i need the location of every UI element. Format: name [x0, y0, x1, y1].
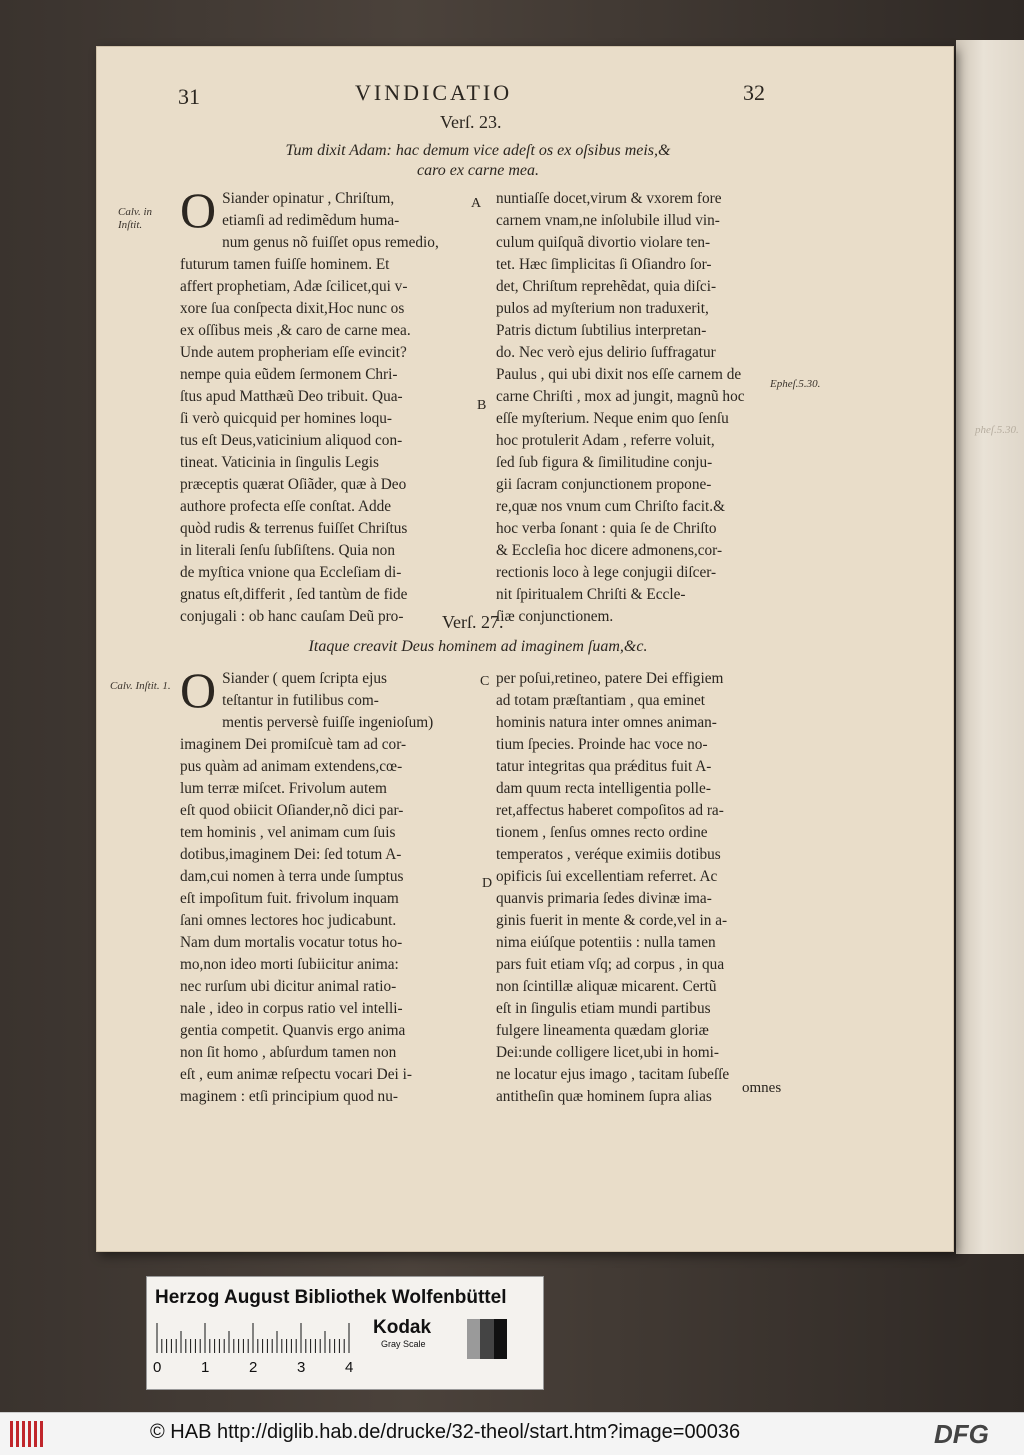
verse-heading-23: Verſ. 23.	[440, 112, 502, 132]
text-line: nuntiaſſe docet,virum & vxorem fore	[496, 190, 722, 207]
text-line: teſtantur in futilibus com-	[222, 692, 379, 709]
text-line: eſt impoſitum fuit. frivolum inquam	[180, 890, 399, 907]
facing-page-margin-note: pheſ.5.30.	[975, 424, 1019, 436]
text-line: Siander ( quem ſcripta ejus	[222, 670, 387, 687]
text-line: futurum tamen fuiſſe hominem. Et	[180, 256, 390, 273]
text-line: quanvis primaria ſedes divinæ ima-	[496, 890, 712, 907]
margin-note-calvin-institutes: Calv. Inſtit. 1.	[110, 680, 171, 692]
text-line: dotibus,imaginem Dei: ſed totum A-	[180, 846, 402, 863]
text-line: tus eſt Deus,vaticinium aliquod con-	[180, 432, 403, 449]
text-line: præceptis quærat Oſiãder, quæ à Deo	[180, 476, 407, 493]
text-line: gentia competit. Quanvis ergo anima	[180, 1022, 406, 1039]
text-line: eſſe myſterium. Neque enim quo ſenſu	[496, 410, 729, 427]
column-lines	[180, 662, 470, 1108]
gray-scale-swatch	[453, 1319, 507, 1359]
text-line: ſiæ conjunctionem.	[496, 608, 614, 625]
text-line: non ſit homo , abſurdum tamen non	[180, 1044, 397, 1061]
drop-cap: O	[180, 182, 217, 238]
dfg-logo: DFG	[934, 1419, 989, 1449]
text-line: etiamſi ad redimẽdum huma-	[222, 212, 400, 229]
text-line: antitheſin quæ hominem ſupra alias	[496, 1088, 712, 1105]
text-line: Paulus , qui ubi dixit nos eſſe carnem de	[496, 366, 742, 383]
gray-scale-text: Gray Scale	[381, 1339, 426, 1349]
text-line: ſed ſub figura & ſimilitudine conju-	[496, 454, 713, 471]
text-line: carne Chriſti , mox ad jungit, magnũ hoc	[496, 388, 745, 405]
text-line: Patris dictum ſubtilius interpretan-	[496, 322, 707, 339]
column-lines	[180, 182, 470, 628]
text-line: gii ſacram conjunctionem propone-	[496, 476, 712, 493]
text-line: maginem : etſi principium quod nu-	[180, 1088, 398, 1105]
text-line: eſt , eum animæ reſpectu vocari Dei i-	[180, 1066, 412, 1083]
text-line: ginis fuerit in mente & corde,vel in a-	[496, 912, 728, 929]
text-line: det, Chriſtum reprehẽdat, quia diſci-	[496, 278, 717, 295]
column-lines	[496, 188, 786, 628]
text-line: tium ſpecies. Proinde hac voce no-	[496, 736, 708, 753]
ruler-number: 2	[249, 1359, 258, 1376]
scripture-quote-line: caro ex carne mea.	[416, 162, 540, 179]
text-line: num genus nõ fuiſſet opus remedio,	[222, 234, 439, 251]
text-line: xore ſua conſpecta dixit,Hoc nunc os	[180, 300, 405, 317]
margin-note-ephesians: Epheſ.5.30.	[770, 378, 821, 390]
text-line: tet. Hæc ſimplicitas ſi Oſiandro ſor-	[496, 256, 712, 273]
text-line: tem hominis , vel animam cum ſuis	[180, 824, 396, 841]
section-marker-b: B	[477, 398, 487, 413]
text-line: nit ſpiritualem Chriſti & Eccle-	[496, 586, 686, 603]
text-line: hominis natura inter omnes animan-	[496, 714, 717, 731]
section-marker-c: C	[480, 674, 490, 689]
text-line: culum quiſquã divortio violare ten-	[496, 234, 711, 251]
scripture-quote-line: Itaque creavit Deus hominem ad imaginem ſuam,&c.	[308, 638, 648, 655]
text-line: Unde autem propheriam eſſe evincit?	[180, 344, 407, 361]
scale-ruler	[155, 1321, 355, 1353]
text-line: ex oſſibus meis ,& caro de carne mea.	[180, 322, 411, 339]
text-line: temperatos , veréque eximiis dotibus	[496, 846, 721, 863]
ruler-number: 4	[345, 1359, 354, 1376]
text-line: lum terræ miſcet. Frivolum autem	[180, 780, 387, 797]
text-line: affert prophetiam, Adæ ſcilicet,qui v-	[180, 278, 408, 295]
text-line: gnatus eſt,differit , ſed tantùm de fide	[180, 586, 408, 603]
text-line: in literali ſenſu ſubſiſtens. Quia non	[180, 542, 395, 559]
text-line: conjugali : ob hanc cauſam Deũ pro-	[180, 608, 404, 625]
text-line: nempe quia eũdem ſermonem Chri-	[180, 366, 398, 383]
text-line: dam,cui nomen à terra unde ſumptus	[180, 868, 404, 885]
margin-note-calvin: Calv. in Inſtit.	[118, 206, 153, 231]
text-line: per poſui,retineo, patere Dei effigiem	[496, 670, 724, 687]
text-column-left	[180, 182, 470, 628]
text-line: nec rurſum ubi dicitur animal ratio-	[180, 978, 397, 995]
text-line: re,quæ nos vnum cum Chriſto facit.&	[496, 498, 725, 515]
text-line: eſt quod obiicit Oſiander,nõ dici par-	[180, 802, 404, 819]
section-marker-a: A	[471, 196, 482, 211]
running-title: VINDICATIO	[355, 80, 513, 105]
text-line: eſt in ſingulis etiam mundi partibus	[496, 1000, 711, 1017]
text-line: ſtus apud Matthæũ Deo tribuit. Qua-	[180, 388, 403, 405]
drop-cap: O	[180, 662, 217, 718]
text-line: pulos ad myſterium non traduxerit,	[496, 300, 709, 317]
text-line: authore profecta eſſe conſtat. Adde	[180, 498, 392, 515]
text-line: tionem , ſenſus omnes recto ordine	[496, 824, 708, 841]
text-line: mo,non ideo morti ſubiicitur anima:	[180, 956, 399, 973]
text-line: de myſtica vnione qua Eccleſiam di-	[180, 564, 402, 581]
ruler-number: 1	[201, 1359, 210, 1376]
footer-bar	[0, 1412, 1024, 1455]
text-line: hoc verba ſonant : quia ſe de Chriſto	[496, 520, 717, 537]
column-lines	[496, 668, 796, 1108]
text-line: fulgere lineamenta quædam gloriæ	[496, 1022, 709, 1039]
text-column-right	[496, 188, 786, 628]
text-line: Dei:unde colligere licet,ubi in homi-	[496, 1044, 720, 1061]
kodak-logo-text: Kodak	[373, 1317, 432, 1338]
text-column-left	[180, 662, 470, 1108]
text-line: pus quàm ad animam extendens,cœ-	[180, 758, 403, 775]
verse-heading-27: Verſ. 27.	[442, 612, 504, 632]
ruler-number: 3	[297, 1359, 306, 1376]
footer-copyright-link[interactable]: © HAB http://diglib.hab.de/drucke/32-theol/start.htm?image=00036	[150, 1421, 741, 1443]
text-line: ne locatur ejus imago , tacitam ſubeſſe	[496, 1066, 730, 1083]
catchword: omnes	[742, 1080, 782, 1096]
page-number-right: 32	[743, 80, 765, 105]
text-line: Nam dum mortalis vocatur totus ho-	[180, 934, 403, 951]
text-line: ſani omnes lectores hoc judicabunt.	[180, 912, 397, 929]
text-line: non ſcintillæ aliquæ micarent. Certũ	[496, 978, 717, 995]
section-marker-d: D	[482, 876, 493, 891]
text-line: Siander opinatur , Chriſtum,	[222, 190, 395, 207]
text-line: tineat. Vaticinia in ſingulis Legis	[180, 454, 379, 471]
text-line: ret,affectus haberet compoſitos ad ra-	[496, 802, 724, 819]
library-name: Herzog August Bibliothek Wolfenbüttel	[155, 1287, 507, 1308]
text-line: tatur integritas qua prǽditus fuit A-	[496, 758, 712, 775]
text-line: dam quum recta intelligentia polle-	[496, 780, 711, 797]
page-number-left: 31	[178, 84, 200, 109]
scripture-quote-line: Tum dixit Adam: hac demum vice adeſt os ex oſsibus meis,&	[285, 142, 671, 159]
text-line: nale , ideo in corpus ratio vel intelli-	[180, 1000, 403, 1017]
text-line: imaginem Dei promiſcuè tam ad cor-	[180, 736, 407, 753]
text-column-right	[496, 668, 796, 1108]
text-line: ſi verò quicquid per homines loqu-	[180, 410, 392, 427]
text-line: carnem vnam,ne inſolubile illud vin-	[496, 212, 720, 229]
text-line: nima eiúſque potentiis : nulla tamen	[496, 934, 716, 951]
text-line: opificis ſui excellentiam referret. Ac	[496, 868, 718, 885]
text-line: ad totam præſtantiam , qua eminet	[496, 692, 706, 709]
text-line: mentis perversè fuiſſe ingenioſum)	[222, 714, 434, 731]
hab-logo-icon	[10, 1421, 46, 1447]
text-line: quòd rudis & terrenus fuiſſet Chriſtus	[180, 520, 408, 537]
text-line: rectionis loco à lege conjugii diſcer-	[496, 564, 717, 581]
text-line: hoc protulerit Adam , referre voluit,	[496, 432, 715, 449]
text-line: pars fuit etiam vſq; ad corpus , in qua	[496, 956, 725, 973]
text-line: do. Nec verò ejus delirio ſuffragatur	[496, 344, 716, 361]
text-line: & Eccleſia hoc dicere admonens,cor-	[496, 542, 723, 559]
ruler-number: 0	[153, 1359, 162, 1376]
facing-page-edge	[956, 40, 1024, 1254]
library-label	[146, 1276, 544, 1390]
